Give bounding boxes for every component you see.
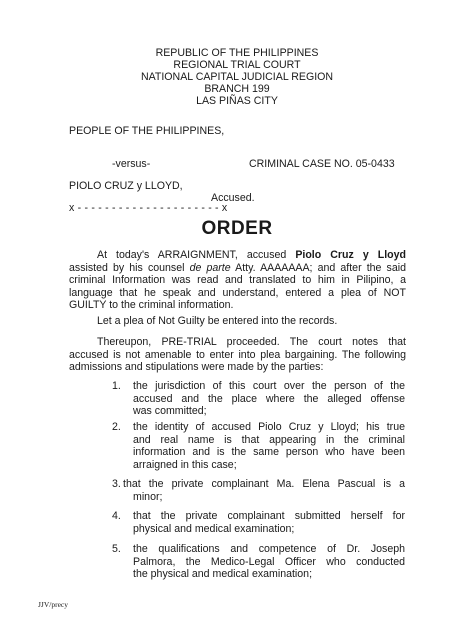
para1-line2c: Atty. AAAAAAA; and after the said [230,261,406,274]
caption-separator: x - - - - - - - - - - - - - - - - - - - - - x [69,202,228,214]
arraignment-paragraph [69,249,406,312]
plaintiff-name: PEOPLE OF THE PHILIPPINES, [69,125,225,137]
item-number: 2. [112,421,121,433]
para3-line3: admissions and stipulations were made by the parties: [69,361,324,373]
accused-label: Accused. [211,192,255,204]
para1-line3: criminal Information was read and translated to him in Pilipino, a [69,274,406,286]
para1-line5: GUILTY to the criminal information. [69,299,234,311]
case-number: CRIMINAL CASE NO. 05-0433 [249,158,395,170]
stipulation-item [133,543,405,581]
accused-name-bold: Piolo Cruz y Lloyd [295,249,406,261]
item-line: and real name is that appearing in the criminal [133,433,405,446]
order-title: ORDER [201,218,273,239]
item-number: 5. [112,543,121,555]
item-number: 1. [112,380,121,392]
item-line: that the private complainant Ma. Elena Pascual is a [123,478,405,490]
item-line: physical and medical examination; [133,522,295,535]
item-number: 3. [112,478,121,490]
para3-line2: accused is not amenable to enter into plea bargaining. The following [69,348,406,361]
item-line: the qualifications and competence of Dr. Joseph [133,543,405,555]
item-number: 4. [112,510,121,522]
item-line: was committed; [133,405,207,417]
header-court: REGIONAL TRIAL COURT [173,59,301,71]
stipulation-item [123,478,405,503]
header-republic: REPUBLIC OF THE PHILIPPINES [155,47,319,59]
item-line: accused and the place where the alleged offense [133,392,405,405]
item-line: the identity of accused Piolo Cruz y Lloyd; his true [133,421,405,433]
item-line: information and is the same person who have been [133,446,405,458]
footer-initials: JJV/precy [38,600,68,609]
item-line: minor; [133,490,163,503]
para1-line4: language that he speak and understand, entered a plea of NOT [69,286,406,299]
de-parte-italic: de parte [189,261,231,274]
header-branch: BRANCH 199 [204,83,270,95]
accused-name: PIOLO CRUZ y LLOYD, [69,180,183,192]
versus-label: -versus- [112,158,151,170]
item-line: Palmora, the Medico-Legal Officer who conducted [133,555,405,568]
para3-line1: Thereupon, PRE-TRIAL proceeded. The court notes that [97,336,406,348]
item-line: the jurisdiction of this court over the person of the [133,380,405,392]
para1-line1: At today's ARRAIGNMENT, accused [97,249,296,261]
header-region: NATIONAL CAPITAL JUDICIAL REGION [140,71,334,83]
header-city: LAS PIÑAS CITY [196,95,278,107]
para1-line2a: assisted by his counsel [69,261,190,274]
item-line: arraigned in this case; [133,458,237,471]
plea-paragraph: Let a plea of Not Guilty be entered into the records. [97,315,338,327]
stipulation-item [133,380,405,418]
item-line: the physical and medical examination; [133,568,313,580]
pretrial-paragraph [69,336,406,374]
item-line: that the private complainant submitted herself for [133,510,405,522]
stipulation-item [133,510,405,535]
stipulation-item [133,421,405,471]
